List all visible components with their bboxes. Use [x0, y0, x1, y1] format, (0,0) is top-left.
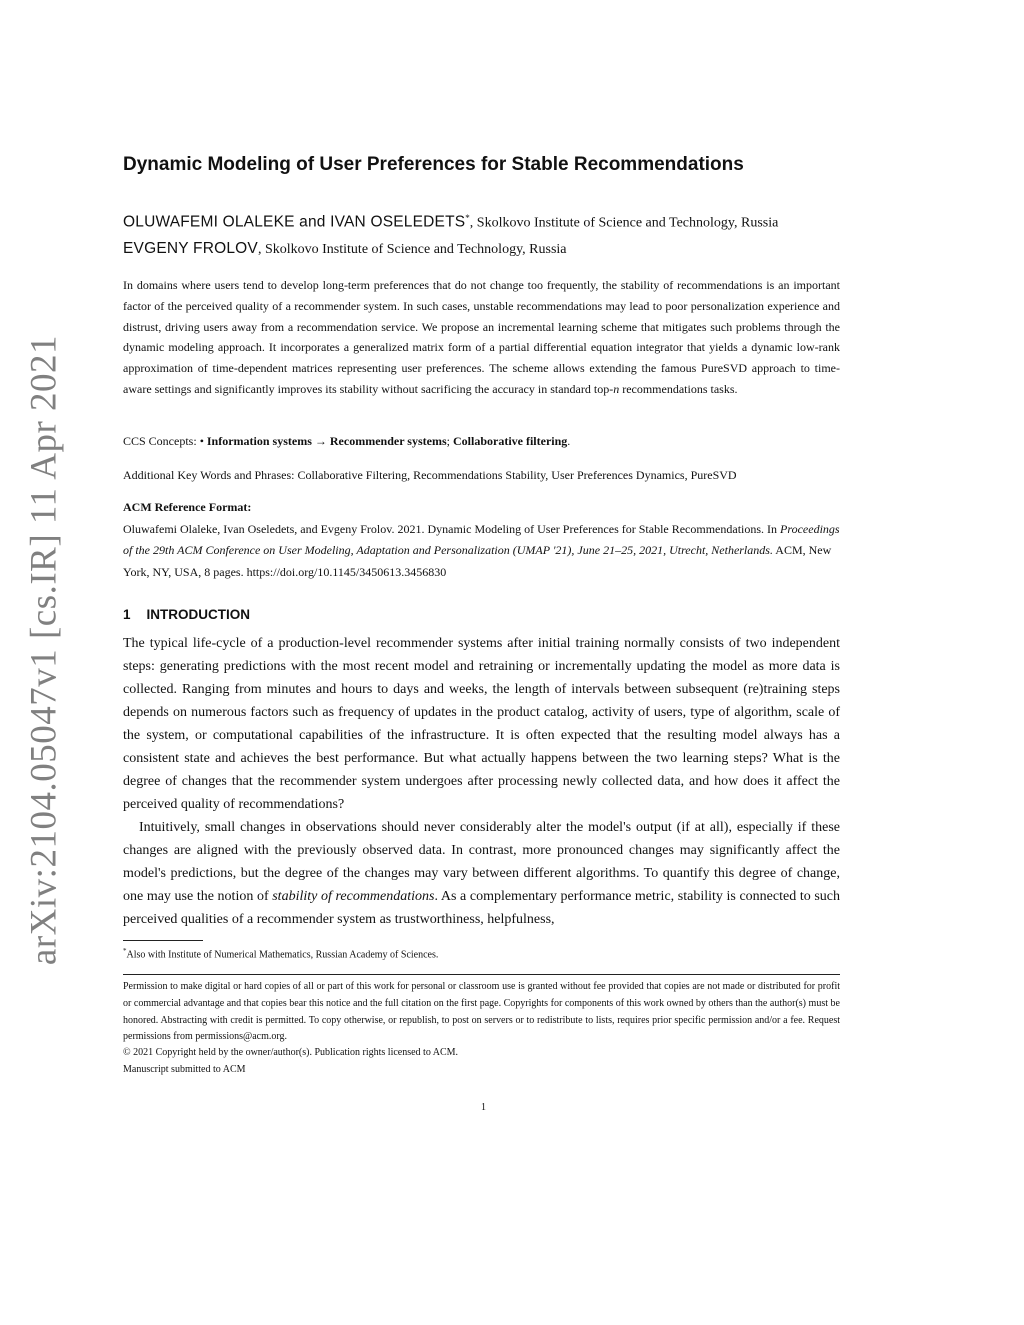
- intro-p2-text: Intuitively, small changes in observations should never considerably alter the model's output (if at all), especially if these changes are aligned with the previously observed data. In contrast, more pronounced changes may significantly affect the model's predictions, but the degree of the changes may vary between different algorithms. To quantify this degree of change, one may use the notion of: [123, 820, 840, 904]
- intro-p2-italic: stability of recommendations: [272, 889, 435, 904]
- abstract-italic-n: n: [613, 381, 620, 396]
- ccs-collaborative-filtering: Collaborative filtering: [452, 434, 568, 448]
- author-line-1: [123, 213, 778, 232]
- ccs-bullet: •: [199, 434, 207, 448]
- author-affiliation-2: , Skolkovo Institute of Science and Technology, Russia: [257, 242, 567, 257]
- section-title: INTRODUCTION: [146, 607, 251, 622]
- permission-notice: Permission to make digital or hard copies of all or part of this work for personal or classroom use is granted without fee provided that copies are not made or distributed for profit or commercial advantage and that copies bear this notice and the full citation on the first page. Copyrights for components of this work owned by others than the author(s) must be honored. Abstracting with credit is permitted. To copy otherwise, or republish, to post on servers or to redistribute to lists, requires prior specific permission and/or a fee. Request permissions from permissions@acm.org.: [123, 981, 840, 1043]
- ccs-separator: ;: [446, 434, 453, 448]
- section-number: 1: [123, 607, 131, 622]
- footnote: [123, 947, 438, 960]
- acm-reference-proceedings: Proceedings of the 29th ACM Conference on User Modeling, Adaptation and Personalization (UMAP '21), June 21–25, 2021, Utrecht, Netherlands.: [123, 522, 840, 558]
- paper-title: Dynamic Modeling of User Preferences for Stable Recommendations: [123, 154, 744, 175]
- copyright-notice: © 2021 Copyright held by the owner/author(s). Publication rights licensed to ACM.: [123, 1047, 459, 1058]
- ccs-arrow: →: [311, 434, 330, 448]
- author-names-2: EVGENY FROLOV: [123, 240, 258, 257]
- section-heading-introduction: [123, 607, 250, 622]
- acm-reference-doi: ACM, New York, NY, USA, 8 pages. https://doi.org/10.1145/3450613.3456830: [123, 543, 832, 579]
- manuscript-note: Manuscript submitted to ACM: [123, 1064, 246, 1075]
- ccs-concepts: [123, 434, 570, 449]
- ccs-recommender-systems: Recommender systems: [329, 434, 447, 448]
- ccs-period: .: [567, 434, 571, 448]
- footnote-marker: *: [123, 947, 127, 955]
- abstract-text-end: recommendations tasks.: [619, 381, 738, 396]
- ccs-label: CCS Concepts:: [123, 434, 200, 448]
- author-names-1: OLUWAFEMI OLALEKE and IVAN OSELEDETS: [123, 213, 466, 231]
- keywords: Additional Key Words and Phrases: Collaborative Filtering, Recommendations Stability, User Preferences Dynamics, PureSVD: [123, 468, 737, 482]
- abstract-text: In domains where users tend to develop long-term preferences that do not change too frequently, the stability of recommendations is an important factor of the perceived quality of a recommender system. In such cases, unstable recommendations may lead to poor personalization experience and distrust, driving users away from a recommendation service. We propose an incremental learning scheme that mitigates such problems through the dynamic modeling approach. It incorporates a generalized matrix form of a partial differential equation integrator that yields a dynamic low-rank approximation of time-dependent matrices representing user preferences. The scheme allows extending the famous PureSVD approach to time-aware settings and significantly improves its stability without sacrificing the accuracy in standard top-: [123, 278, 840, 396]
- acm-reference-text: Oluwafemi Olaleke, Ivan Oseledets, and Evgeny Frolov. 2021. Dynamic Modeling of User Preferences for Stable Recommendations. In: [123, 522, 781, 536]
- footnote-text: Also with Institute of Numerical Mathematics, Russian Academy of Sciences.: [126, 949, 439, 961]
- footnote-rule: [123, 940, 203, 941]
- permission-rule: [123, 974, 840, 975]
- intro-paragraph-2: [123, 816, 840, 931]
- intro-paragraph-1: The typical life-cycle of a production-level recommender systems after initial training normally consists of two independent steps: generating predictions with the most recent model and retraining or incrementally updating the model as more data is collected. Ranging from minutes and hours to days and weeks, the length of intervals between subsequent (re)training steps depends on numerous factors such as frequency of updates in the product catalog, activity of users, type of algorithm, scale of the system, or computational capabilities of the infrastructure. It is often expected that the resulting model always has a consistent state and achieves the best performance. But what actually happens between the two learning steps? What is the degree of changes that the recommender system undergoes after processing newly collected data, and how does it affect the perceived quality of recommendations?: [123, 636, 840, 812]
- acm-reference-body: [123, 519, 840, 583]
- abstract: [123, 275, 840, 400]
- acm-reference-heading: ACM Reference Format:: [123, 500, 252, 514]
- author-line-2: [123, 240, 567, 258]
- author-footnote-marker: *: [465, 213, 470, 223]
- arxiv-stamp: arXiv:2104.05047v1 [cs.IR] 11 Apr 2021: [23, 334, 65, 966]
- ccs-information-systems: Information systems: [206, 434, 312, 448]
- intro-p2-text-end: . As a complementary performance metric, stability is connected to such perceived qualities of a recommender system as trustworthiness, helpfulness,: [123, 889, 840, 927]
- author-affiliation-1: , Skolkovo Institute of Science and Technology, Russia: [469, 215, 779, 231]
